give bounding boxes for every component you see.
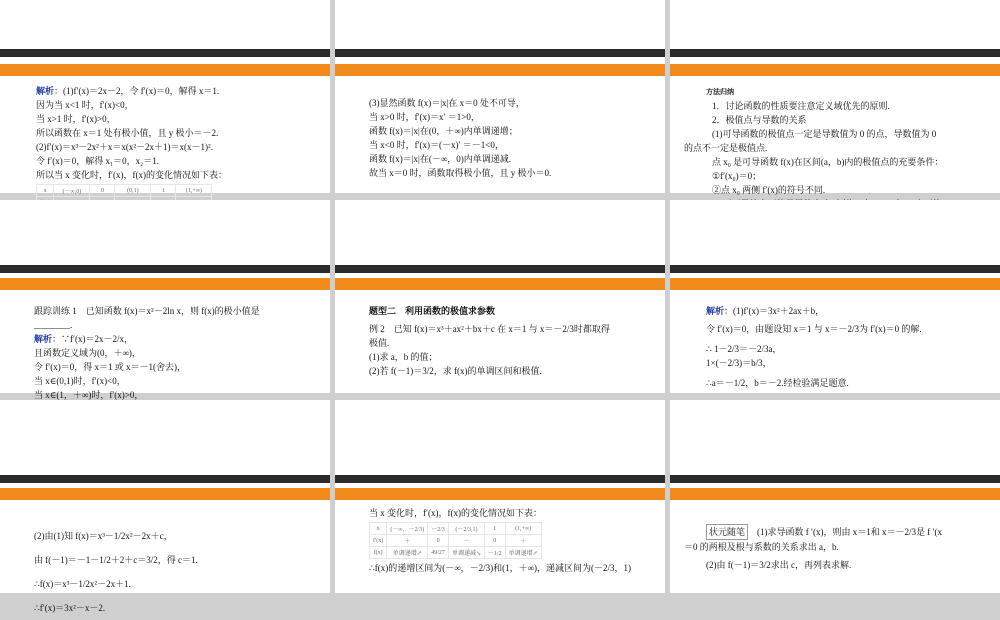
slide-1 [0, 0, 330, 193]
solution-line: 当 x 变化时，f′(x)，f(x)的变化情况如下表： [369, 508, 542, 518]
slide-6 [670, 200, 1000, 393]
text-line: 1．讨论函数的性质要注意定义域优先的原则. [712, 101, 890, 111]
text-line: 2．极值点与导数的关系 [712, 115, 807, 125]
equation-line: 1×(－2/3)＝b/3， [706, 358, 772, 368]
example-text: (2)若 f(－1)＝3/2，求 f(x)的单调区间和极值. [369, 366, 542, 376]
solution-line: 当 x>0 时，f′(x)＝x′ ＝1>0， [369, 112, 480, 122]
solution-line: 解析：(1)f′(x)＝2x－2，令 f′(x)＝0，解得 x＝1. [36, 86, 220, 96]
header-bar-dark [0, 265, 330, 273]
slide-4 [0, 200, 330, 400]
header-bar-orange [670, 488, 1000, 500]
text-line: 点 x₀ 是可导函数 f(x)在区间(a，b)内的极值点的充要条件： [712, 157, 944, 167]
solution-line: ∴f(x)的递增区间为(－∞，－2/3)和(1，＋∞)，递减区间为(－2/3，1) [369, 563, 632, 573]
solution-line: 所以函数在 x＝1 处有极小值，且 y 极小＝－2. [36, 128, 219, 138]
solution-line: ∴f(x)＝x³－1/2x²－2x＋1. [34, 579, 131, 589]
table-row: x (－∞，－2/3) －2/3 (－2/3,1) 1 (1,+∞) [370, 523, 542, 535]
text-line: ②点 x₀ 两侧 f′(x)的符号不同. [712, 185, 826, 195]
solution-line: 因为当 x<1 时，f′(x)<0， [36, 100, 134, 110]
table-row: f(x) 单调递增↗ 49/27 单调递减↘ －1/2 单调递增↗ [370, 547, 542, 559]
slide-5 [335, 200, 665, 393]
header-bar-orange [335, 488, 665, 500]
header-bar-orange [335, 64, 665, 76]
header-bar-dark [670, 49, 1000, 57]
table-row: x (－∞,0) 0 (0,1) 1 (1,+∞) [37, 185, 212, 197]
solution-line: ∴a＝－1/2，b＝－2.经检验满足题意. [706, 378, 849, 388]
header-bar-dark [335, 475, 665, 483]
solution-line: 令 f′(x)＝0，由题设知 x＝1 与 x＝－2/3为 f′(x)＝0 的解. [706, 324, 922, 334]
tip-line: (2)由 f(－1)＝3/2求出 c，再列表求解. [706, 560, 852, 570]
solution-line: (3)显然函数 f(x)＝|x|在 x＝0 处不可导， [369, 98, 525, 108]
variation-table [369, 522, 542, 559]
tip-line: 状元随笔 (1)求导函数 f ′(x)，则由 x＝1和 x＝－2/3是 f ′(x [706, 524, 992, 540]
slide-2 [335, 0, 665, 193]
header-bar-dark [0, 49, 330, 57]
solution-line: 当 x∈(1，＋∞)时，f′(x)>0， [34, 390, 144, 400]
solution-line: 令 f′(x)＝0，得 x＝1 或 x＝－1(舍去)， [34, 362, 186, 372]
header-bar-dark [670, 265, 1000, 273]
solution-line: ∴f′(x)＝3x²－x－2. [34, 603, 106, 613]
section-title: 题型二 利用函数的极值求参数 [369, 306, 496, 316]
slide-3 [670, 0, 1000, 193]
header-bar-dark [670, 475, 1000, 483]
solution-line: 函数 f(x)＝|x|在(－∞，0)内单调递减. [369, 154, 512, 164]
solution-line: 由 f(－1)＝－1－1/2＋2＋c＝3/2，得 c＝1. [34, 555, 198, 565]
table-row: f′(x) ＋ 0 － 0 ＋ [370, 535, 542, 547]
equation-line: ∴ 1－2/3＝－2/3a， [706, 344, 782, 354]
text-line: 的点不一定是极值点. [684, 143, 768, 153]
header-bar-orange [670, 64, 1000, 76]
example-text: 例 2 已知 f(x)＝x³＋ax²＋bx＋c 在 x＝1 与 x＝－2/3时都取得 [369, 324, 610, 334]
tip-badge: 状元随笔 [706, 524, 748, 540]
header-bar-orange [0, 278, 330, 290]
slide-8 [335, 400, 665, 593]
tip-line: ＝0 的两根及根与系数的关系求出 a，b. [684, 542, 839, 552]
solution-line: 且函数定义域为(0，＋∞)， [34, 348, 141, 358]
header-bar-dark [0, 475, 330, 483]
text-line: ①f′(x₀)＝0； [712, 171, 762, 181]
slide-7 [0, 400, 330, 613]
header-bar-orange [0, 488, 330, 500]
solution-line: 故当 x＝0 时，函数取得极小值，且 y 极小＝0. [369, 168, 552, 178]
header-bar-orange [670, 278, 1000, 290]
slide-9 [670, 400, 1000, 593]
example-text: (1)求 a，b 的值； [369, 352, 438, 362]
header-bar-orange [335, 278, 665, 290]
header-bar-orange [0, 64, 330, 76]
solution-line: 所以当 x 变化时，f′(x)，f(x)的变化情况如下表： [36, 170, 227, 180]
solution-line: 解析：(1)f′(x)＝3x²＋2ax＋b， [706, 306, 825, 316]
solution-line: (2)由(1)知 f(x)＝x³－1/2x²－2x＋c， [34, 531, 173, 541]
solution-line: 当 x<0 时，f′(x)＝(－x)′ ＝－1<0， [369, 140, 504, 150]
solution-line: 令 f′(x)＝0，解得 x₁＝0，x₂＝1. [36, 156, 159, 166]
exercise-prompt: 跟踪训练 1 已知函数 f(x)＝x²－2ln x，则 f(x)的极小值是 [34, 306, 260, 316]
solution-line: 函数 f(x)＝|x|在(0，＋∞)内单调递增； [369, 126, 518, 136]
solution-line: 解析：∵f′(x)＝2x－2/x， [34, 334, 133, 344]
solution-line: 当 x>1 时，f′(x)>0， [36, 114, 116, 124]
text-line: (1)可导函数的极值点一定是导数值为 0 的点，导数值为 0 [712, 129, 937, 139]
solution-line: (2)f′(x)＝x³－2x²＋x＝x(x²－2x＋1)＝x(x－1)². [36, 142, 213, 152]
solution-line: 当 x∈(0,1)时，f′(x)<0， [34, 376, 126, 386]
example-text: 极值. [369, 338, 390, 348]
answer-blank: ________. [34, 320, 73, 330]
header-bar-dark [335, 49, 665, 57]
header-bar-dark [335, 265, 665, 273]
section-title: 方法归纳 [706, 88, 734, 96]
